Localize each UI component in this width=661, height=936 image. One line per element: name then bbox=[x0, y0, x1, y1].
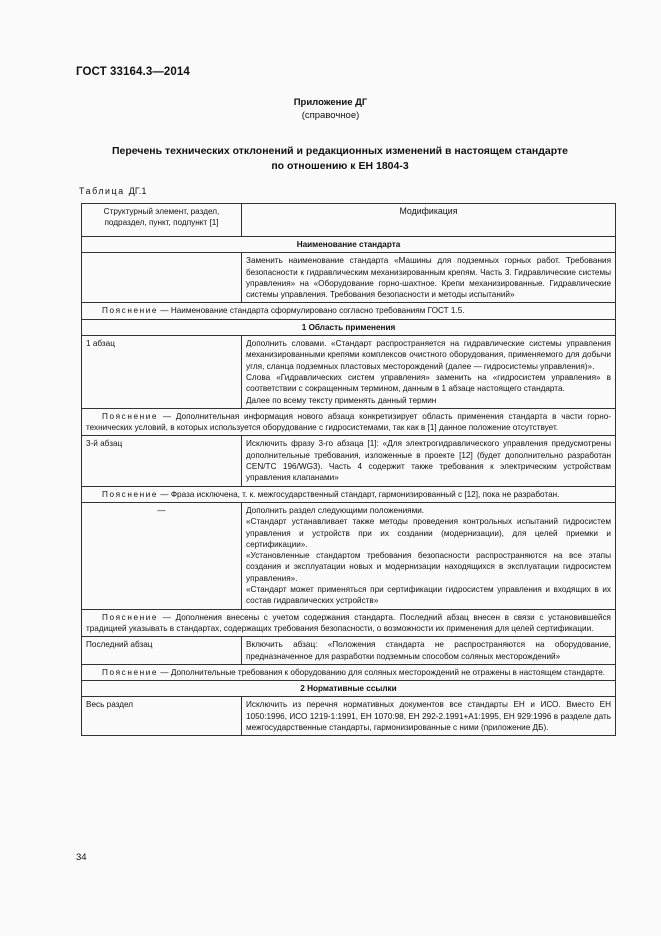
modification-paragraph: Далее по всему тексту применять данный термин bbox=[246, 395, 437, 405]
note-row bbox=[82, 303, 616, 319]
modification-paragraph: «Стандарт может применяться при сертификации гидросистем управления и входящих в их состав гидравлических устройств» bbox=[246, 585, 611, 606]
table-caption bbox=[79, 186, 147, 196]
section-title-references: 2 Нормативные ссылки bbox=[82, 681, 616, 697]
page-title-line1: Перечень технических отклонений и редакционных изменений в настоящем стандарте bbox=[111, 145, 569, 157]
note-label: Пояснение bbox=[102, 411, 159, 421]
note-text: — Наименование стандарта сформулировано согласно требованиям ГОСТ 1.5. bbox=[158, 306, 465, 316]
table-row bbox=[82, 253, 616, 303]
modification-paragraph: «Стандарт устанавливает также методы проведения контрольных испытаний гидросистем управления и устройств при их создании (модернизации), для целей приемки и сертификации». bbox=[246, 517, 611, 549]
table-caption-prefix: Таблица bbox=[79, 186, 125, 196]
row-modification bbox=[242, 502, 616, 609]
row-modification: Исключить из перечня нормативных документов все стандарты ЕН и ИСО. Вместо ЕН 1050:1996, ИСО 1219-1:1991, ЕН 1070:98, ЕН 292-2.1991+А1:1995, ЕН 929:1996 в разделе дать межгосударственные стандарты, гармонизированные с ними (приложение ДБ). bbox=[242, 697, 616, 736]
row-element: 3-й абзац bbox=[82, 436, 242, 486]
row-modification bbox=[242, 336, 616, 409]
note-text: — Фраза исключена, т. к. межгосударственный стандарт, гармонизированный с [12], пока не разработан. bbox=[158, 489, 560, 499]
row-element bbox=[82, 253, 242, 303]
appendix-heading bbox=[0, 96, 661, 122]
note-row bbox=[82, 408, 616, 436]
section-row bbox=[82, 319, 616, 335]
modification-paragraph: Дополнить словами. «Стандарт распространяется на гидравлические системы управления механизированными крепями комплексов очистного оборудования, применяемого для добычи угля, сланца подземных пластовых месторождений (далее — гидросистемы управления)». bbox=[246, 339, 611, 371]
table-caption-number: ДГ.1 bbox=[128, 186, 147, 196]
table-row bbox=[82, 436, 616, 486]
modification-paragraph: «Установленные стандартом требования безопасности распространяются на все этапы создания и эксплуатации новых и модернизации находящихся в эксплуатации гидросистем управления». bbox=[246, 551, 611, 583]
row-modification: Исключить фразу 3-го абзаца [1]: «Для электрогидравлического управления предусмотрены дополнительные требования, изложенные в проекте [12] (будет дополнительно разработан CEN/TC 196/WG3). Часть 4 содержит также требования к электрическим устройствам управления клапанами» bbox=[242, 436, 616, 486]
modification-paragraph: Дополнить раздел следующими положениями. bbox=[246, 505, 425, 515]
row-element: Последний абзац bbox=[82, 637, 242, 665]
document-code: ГОСТ 33164.3—2014 bbox=[76, 66, 190, 78]
note-cell bbox=[82, 609, 616, 637]
note-cell bbox=[82, 486, 616, 502]
row-modification: Заменить наименование стандарта «Машины для подземных горных работ. Требования безопасности к гидравлическим механизированным крепям. Часть 3. Гидравлические системы управления» на «Оборудование горно-шахтное. Крепи механизированные. Гидравлические системы управления. Требования безопасности и методы испытаний» bbox=[242, 253, 616, 303]
header-modification: Модификация bbox=[242, 204, 616, 237]
header-structural-element: Структурный элемент, раздел, подраздел, пункт, подпункт [1] bbox=[82, 204, 242, 237]
page-number: 34 bbox=[76, 852, 87, 863]
page-title-line2: по отношению к ЕН 1804-3 bbox=[271, 160, 409, 172]
section-title-scope: 1 Область применения bbox=[82, 319, 616, 335]
table-row bbox=[82, 697, 616, 736]
table-header-row bbox=[82, 204, 616, 237]
row-modification: Включить абзац: «Положения стандарта не распространяются на оборудование, предназначенное для разработки подземным способом соляных месторождений» bbox=[242, 637, 616, 665]
section-title-name: Наименование стандарта bbox=[82, 237, 616, 253]
row-element: Весь раздел bbox=[82, 697, 242, 736]
row-element: — bbox=[82, 502, 242, 609]
note-cell bbox=[82, 664, 616, 680]
table-row bbox=[82, 336, 616, 409]
note-text: — Дополнительные требования к оборудованию для соляных месторождений не отражены в настоящем стандарте. bbox=[158, 667, 606, 677]
note-cell bbox=[82, 408, 616, 436]
note-text: — Дополнения внесены с учетом содержания стандарта. Последний абзац внесен в связи с установившейся традицией указывать в стандартах, содержащих требования безопасности, о возможности их применения для целей сертификации. bbox=[86, 612, 611, 633]
note-text: — Дополнительная информация нового абзаца конкретизирует область применения стандарта в части горно-технических условий, в которых используется оборудование с гидросистемами, так как в [1] данное положение отсутствует. bbox=[86, 411, 611, 433]
modifications-table bbox=[81, 203, 616, 736]
note-row bbox=[82, 664, 616, 680]
page-title bbox=[90, 144, 590, 174]
row-element: 1 абзац bbox=[82, 336, 242, 409]
appendix-subtitle: (справочное) bbox=[301, 110, 360, 121]
note-label: Пояснение bbox=[102, 667, 159, 677]
table-row bbox=[82, 637, 616, 665]
table-row bbox=[82, 502, 616, 609]
note-row bbox=[82, 609, 616, 637]
appendix-title: Приложение ДГ bbox=[293, 97, 368, 108]
note-label: Пояснение bbox=[102, 612, 159, 622]
note-row bbox=[82, 486, 616, 502]
note-cell bbox=[82, 303, 616, 319]
section-row bbox=[82, 681, 616, 697]
modification-paragraph: Слова «Гидравлических систем управления» заменить на «гидросистем управления» в соответствии с сокращенным термином, данным в 1 абзаце настоящего стандарта. bbox=[246, 372, 611, 394]
note-label: Пояснение bbox=[102, 489, 159, 499]
section-row bbox=[82, 237, 616, 253]
note-label: Пояснение bbox=[102, 306, 159, 316]
